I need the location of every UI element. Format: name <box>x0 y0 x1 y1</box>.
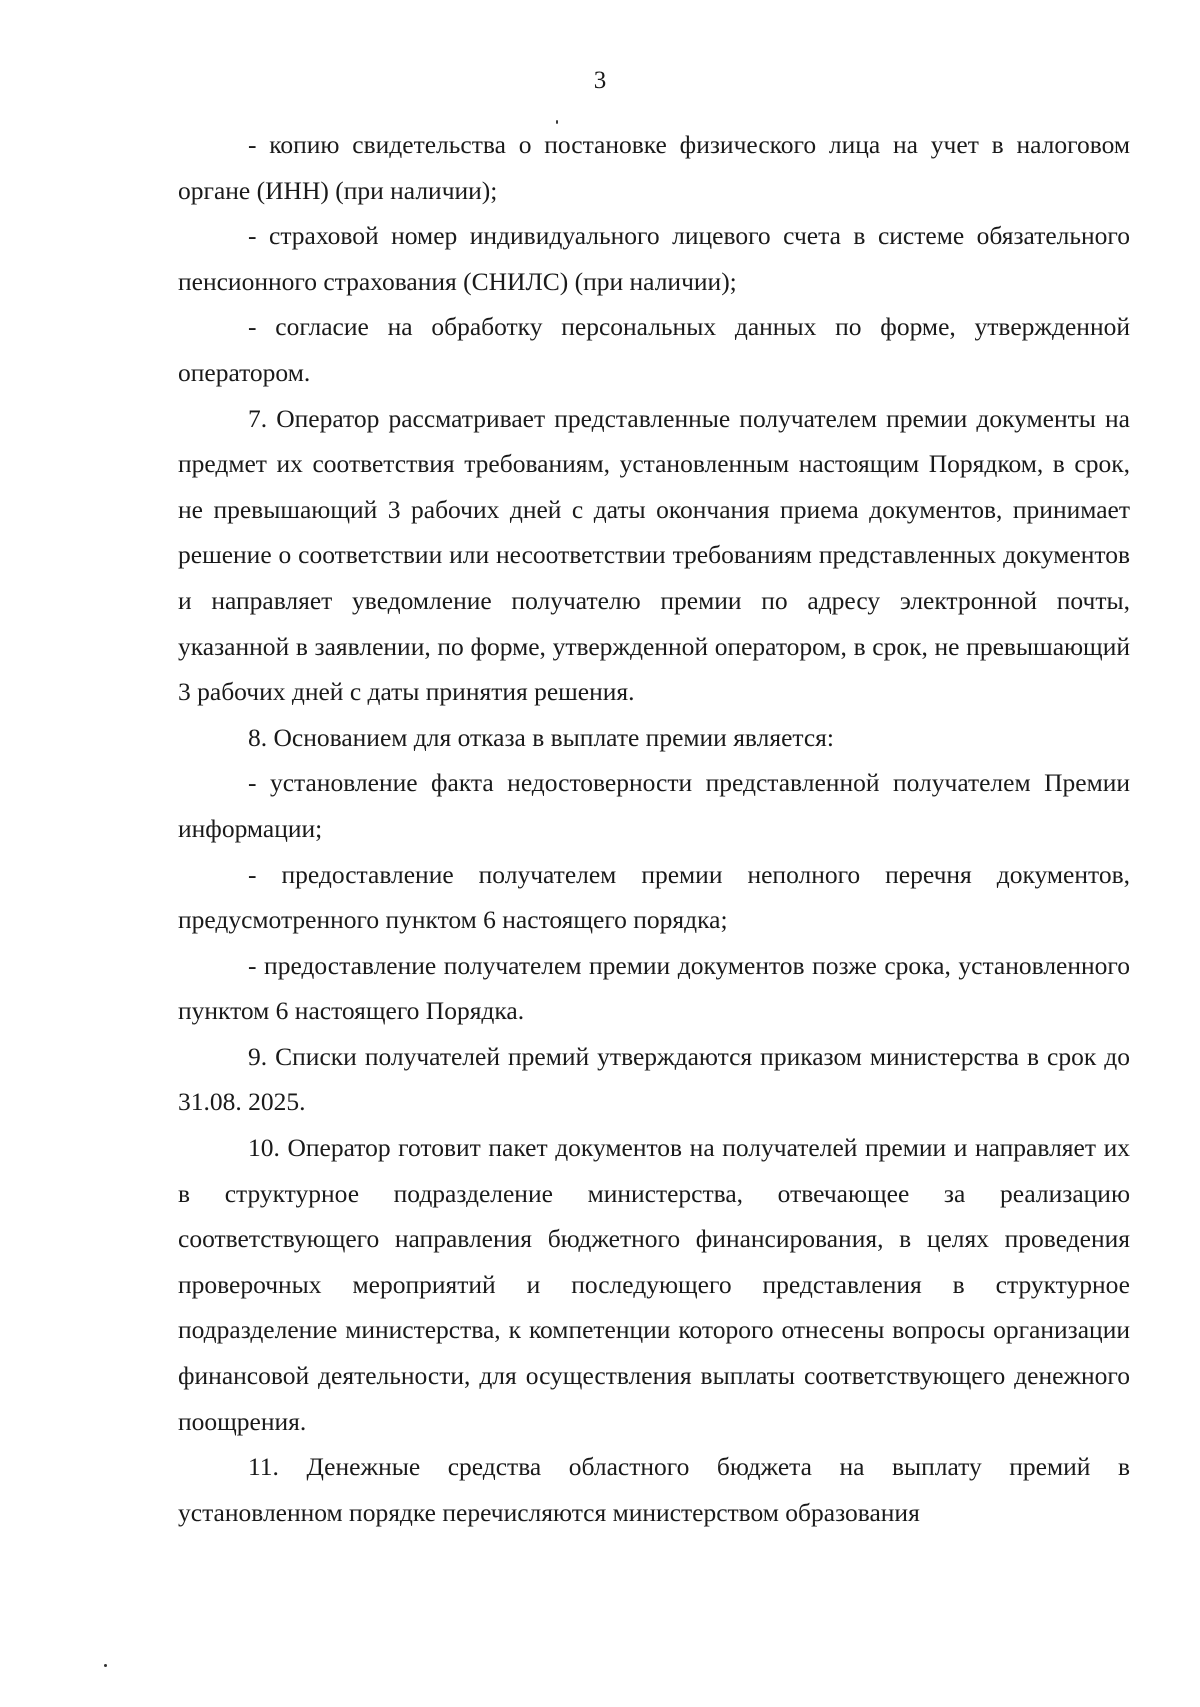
scan-speck <box>104 1664 107 1667</box>
paragraph-refusal-unreliable: - установление факта недостоверности представленной получателем Премии информации; <box>178 768 1130 843</box>
paragraph-item-7: 7. Оператор рассматривает представленные получателем премии документы на предмет их соответствия требованиям, установленным настоящим Порядком, в срок, не превышающий 3 рабочих дней с даты окончания приема документов, принимает решение о соответствии или несоответствии требованиям представленных документов и направляет уведомление получателю премии по адресу электронной почты, указанной в заявлении, по форме, утвержденной оператором, в срок, не превышающий 3 рабочих дней с даты принятия решения. <box>178 403 1130 707</box>
page-number: 3 <box>593 67 607 94</box>
paragraph-refusal-late: - предоставление получателем премии документов позже срока, установленного пунктом 6 настоящего Порядка. <box>178 950 1130 1026</box>
document-body <box>178 122 1130 1535</box>
scan-speck <box>556 120 558 124</box>
paragraph-snils: - страховой номер индивидуального лицевого счета в системе обязательного пенсионного страхования (СНИЛС) (при наличии); <box>178 221 1130 296</box>
paragraph-item-11: 11. Денежные средства областного бюджета на выплату премий в установленном порядке перечисляются министерством образования <box>178 1452 1130 1527</box>
paragraph-consent: - согласие на обработку персональных данных по форме, утвержденной оператором. <box>178 312 1130 387</box>
paragraph-inn: - копию свидетельства о постановке физического лица на учет в налоговом органе (ИНН) (при наличии); <box>178 130 1130 205</box>
paragraph-item-8: 8. Основанием для отказа в выплате премии является: <box>248 722 834 752</box>
paragraph-refusal-incomplete: - предоставление получателем премии неполного перечня документов, предусмотренного пунктом 6 настоящего порядка; <box>178 859 1130 935</box>
paragraph-item-10: 10. Оператор готовит пакет документов на получателей премии и направляет их в структурное подразделение министерства, отвечающее за реализацию соответствующего направления бюджетного финансирования, в целях проведения проверочных мероприятий и последующего представления в структурное подразделение министерства, к компетенции которого отнесены вопросы организации финансовой деятельности, для осуществления выплаты соответствующего денежного поощрения. <box>178 1133 1130 1436</box>
paragraph-item-9: 9. Списки получателей премий утверждаются приказом министерства в срок до 31.08. 2025. <box>178 1041 1130 1117</box>
